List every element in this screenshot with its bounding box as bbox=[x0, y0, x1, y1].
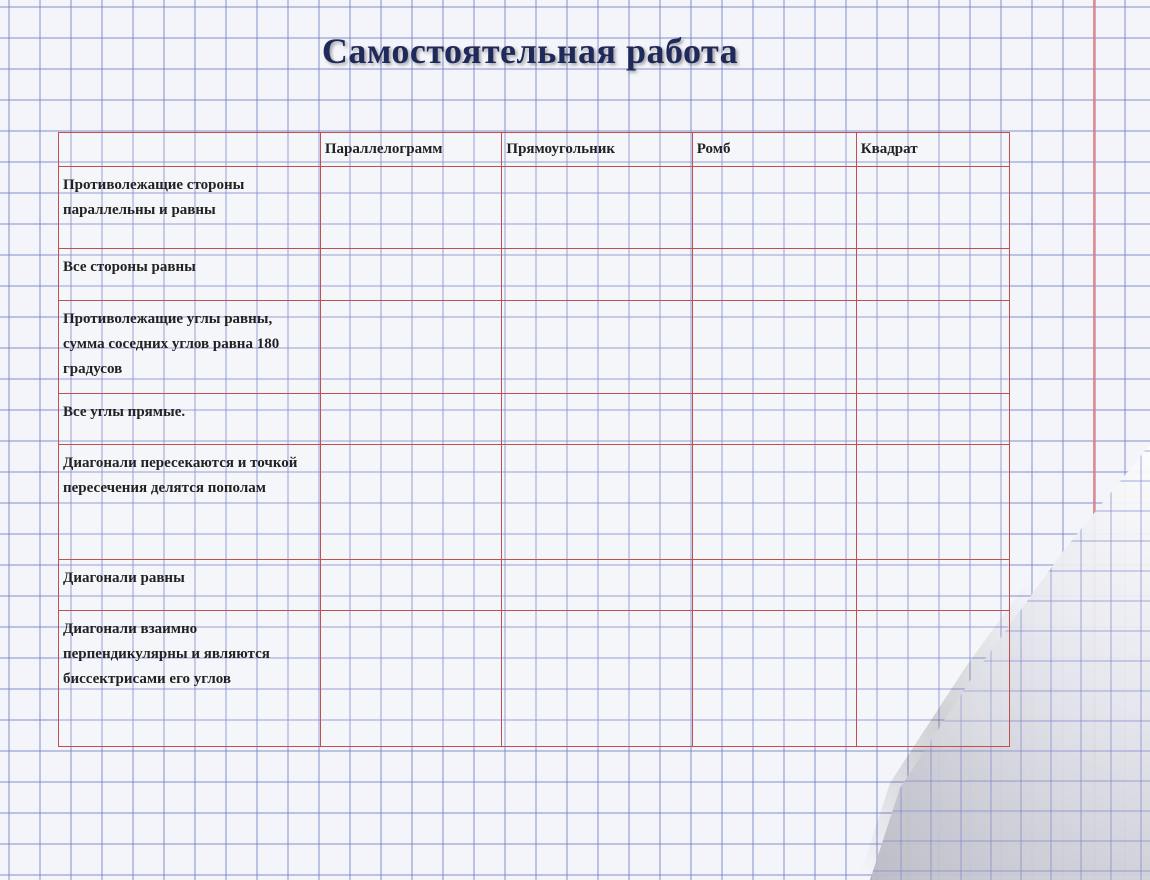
answer-cell[interactable] bbox=[502, 249, 692, 301]
answer-cell[interactable] bbox=[320, 167, 502, 249]
answer-cell[interactable] bbox=[502, 560, 692, 611]
answer-cell[interactable] bbox=[320, 560, 502, 611]
answer-cell[interactable] bbox=[320, 611, 502, 747]
answer-cell[interactable] bbox=[856, 301, 1009, 394]
answer-cell[interactable] bbox=[502, 611, 692, 747]
page-title: Самостоятельная работа bbox=[321, 31, 739, 71]
header-parallelogram: Параллелограмм bbox=[320, 133, 502, 167]
answer-cell[interactable] bbox=[502, 394, 692, 445]
table-row bbox=[59, 249, 1010, 301]
row-label: Диагонали пересекаются и точкой пересечения делятся пополам bbox=[59, 445, 321, 560]
answer-cell[interactable] bbox=[502, 167, 692, 249]
table-row bbox=[59, 611, 1010, 747]
answer-cell[interactable] bbox=[320, 394, 502, 445]
header-square: Квадрат bbox=[856, 133, 1009, 167]
answer-cell[interactable] bbox=[856, 167, 1009, 249]
answer-cell[interactable] bbox=[856, 394, 1009, 445]
row-label: Диагонали равны bbox=[59, 560, 321, 611]
answer-cell[interactable] bbox=[320, 301, 502, 394]
row-label: Диагонали взаимно перпендикулярны и являются биссектрисами его углов bbox=[59, 611, 321, 747]
answer-cell[interactable] bbox=[692, 560, 856, 611]
answer-cell[interactable] bbox=[692, 249, 856, 301]
header-rectangle: Прямоугольник bbox=[502, 133, 692, 167]
table-row bbox=[59, 445, 1010, 560]
table-header-row bbox=[59, 133, 1010, 167]
answer-cell[interactable] bbox=[692, 611, 856, 747]
row-label: Противолежащие стороны параллельны и равны bbox=[59, 167, 321, 249]
table-row bbox=[59, 394, 1010, 445]
row-label: Все углы прямые. bbox=[59, 394, 321, 445]
table-row bbox=[59, 167, 1010, 249]
answer-cell[interactable] bbox=[856, 611, 1009, 747]
header-rhombus: Ромб bbox=[692, 133, 856, 167]
row-label: Все стороны равны bbox=[59, 249, 321, 301]
answer-cell[interactable] bbox=[692, 301, 856, 394]
answer-cell[interactable] bbox=[320, 249, 502, 301]
answer-cell[interactable] bbox=[856, 445, 1009, 560]
row-label: Противолежащие углы равны, сумма соседних углов равна 180 градусов bbox=[59, 301, 321, 394]
answer-cell[interactable] bbox=[692, 394, 856, 445]
table-row bbox=[59, 560, 1010, 611]
answer-cell[interactable] bbox=[692, 167, 856, 249]
answer-cell[interactable] bbox=[502, 445, 692, 560]
answer-cell[interactable] bbox=[856, 560, 1009, 611]
answer-cell[interactable] bbox=[692, 445, 856, 560]
answer-cell[interactable] bbox=[856, 249, 1009, 301]
table-row bbox=[59, 301, 1010, 394]
properties-table bbox=[58, 132, 1010, 747]
header-empty-cell bbox=[59, 133, 321, 167]
answer-cell[interactable] bbox=[502, 301, 692, 394]
answer-cell[interactable] bbox=[320, 445, 502, 560]
